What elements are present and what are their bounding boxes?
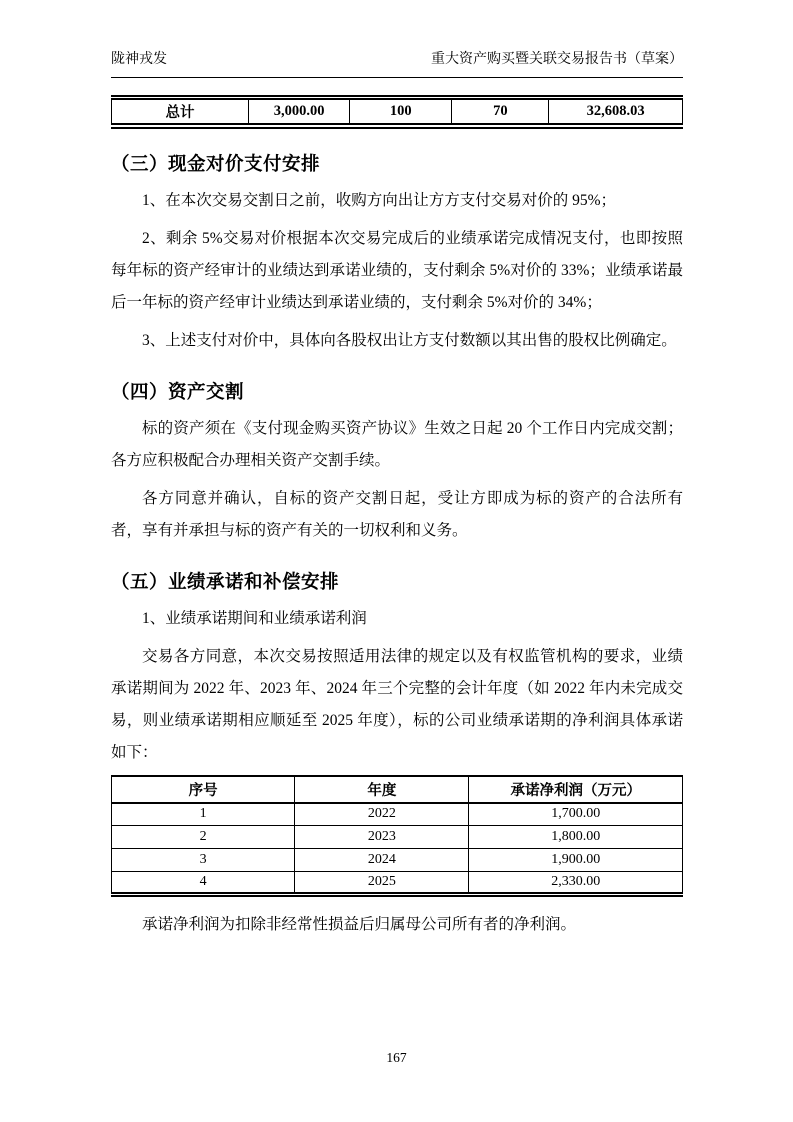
paragraph: 3、上述支付对价中，具体向各股权出让方支付数额以其出售的股权比例确定。 (142, 331, 677, 349)
section-heading-cash-payment: （三）现金对价支付安排 (111, 152, 321, 174)
summary-cell-value: 3,000.00 (249, 98, 350, 126)
paragraph: 各方同意并确认，自标的资产交割日起，受让方即成为标的资产的合法所有者，享有并承担与标的资产有关的一切权利和义务。 (111, 489, 683, 539)
profit-table-cell: 4 (112, 872, 295, 895)
profit-commitment-table (111, 775, 683, 898)
paragraph: 1、在本次交易交割日之前，收购方向出让方方支付交易对价的 95%； (142, 191, 617, 209)
profit-table-cell: 2024 (295, 849, 469, 872)
page-number: 167 (386, 1050, 407, 1065)
summary-cell-label: 总计 (112, 98, 249, 126)
profit-table-cell: 2022 (295, 803, 469, 826)
profit-table-header-year: 年度 (295, 776, 469, 803)
profit-table-cell: 3 (112, 849, 295, 872)
profit-table-cell: 2,330.00 (469, 872, 683, 895)
paragraph: 2、剩余 5%交易对价根据本次交易完成后的业绩承诺完成情况支付，也即按照每年标的资产经审计的业绩达到承诺业绩的，支付剩余 5%对价的 33%；业绩承诺最后一年标的资产经审计业绩达到承诺业绩的，支付剩余 5%对价的 34%； (111, 229, 683, 311)
paragraph: 标的资产须在《支付现金购买资产协议》生效之日起 20 个工作日内完成交割；各方应积极配合办理相关资产交割手续。 (111, 419, 683, 469)
table-row (112, 872, 683, 895)
table-row (112, 826, 683, 849)
profit-table-header-index: 序号 (112, 776, 295, 803)
summary-cell-value: 32,608.03 (549, 98, 683, 126)
profit-table-cell: 1,800.00 (469, 826, 683, 849)
profit-table-cell: 1 (112, 803, 295, 826)
profit-table-cell: 2 (112, 826, 295, 849)
header-left-text: 陇神戎发 (111, 52, 167, 67)
profit-table-cell: 2023 (295, 826, 469, 849)
profit-table-cell: 1,700.00 (469, 803, 683, 826)
section-heading-asset-delivery: （四）资产交割 (111, 380, 245, 402)
paragraph: 1、业绩承诺期间和业绩承诺利润 (142, 609, 367, 627)
summary-cell-value: 100 (350, 98, 452, 126)
profit-table-cell: 2025 (295, 872, 469, 895)
paragraph: 交易各方同意，本次交易按照适用法律的规定以及有权监管机构的要求，业绩承诺期间为 2022 年、2023 年、2024 年三个完整的会计年度（如 2022 年内未完成交易，则业绩承诺期相应顺延至 2025 年度），标的公司业绩承诺期的净利润具体承诺如下： (111, 647, 683, 761)
table-row (112, 849, 683, 872)
profit-table-header-profit: 承诺净利润（万元） (469, 776, 683, 803)
closing-paragraph: 承诺净利润为扣除非经常性损益后归属母公司所有者的净利润。 (142, 916, 577, 933)
summary-cell-value: 70 (452, 98, 549, 126)
summary-total-row (112, 98, 683, 126)
summary-total-table (111, 95, 683, 129)
header-right-text: 重大资产购买暨关联交易报告书（草案） (431, 52, 683, 67)
table-row (112, 803, 683, 826)
page-header (111, 50, 683, 78)
profit-table-cell: 1,900.00 (469, 849, 683, 872)
section-heading-performance-commitment: （五）业绩承诺和补偿安排 (111, 570, 340, 592)
profit-table-header-row (112, 776, 683, 803)
